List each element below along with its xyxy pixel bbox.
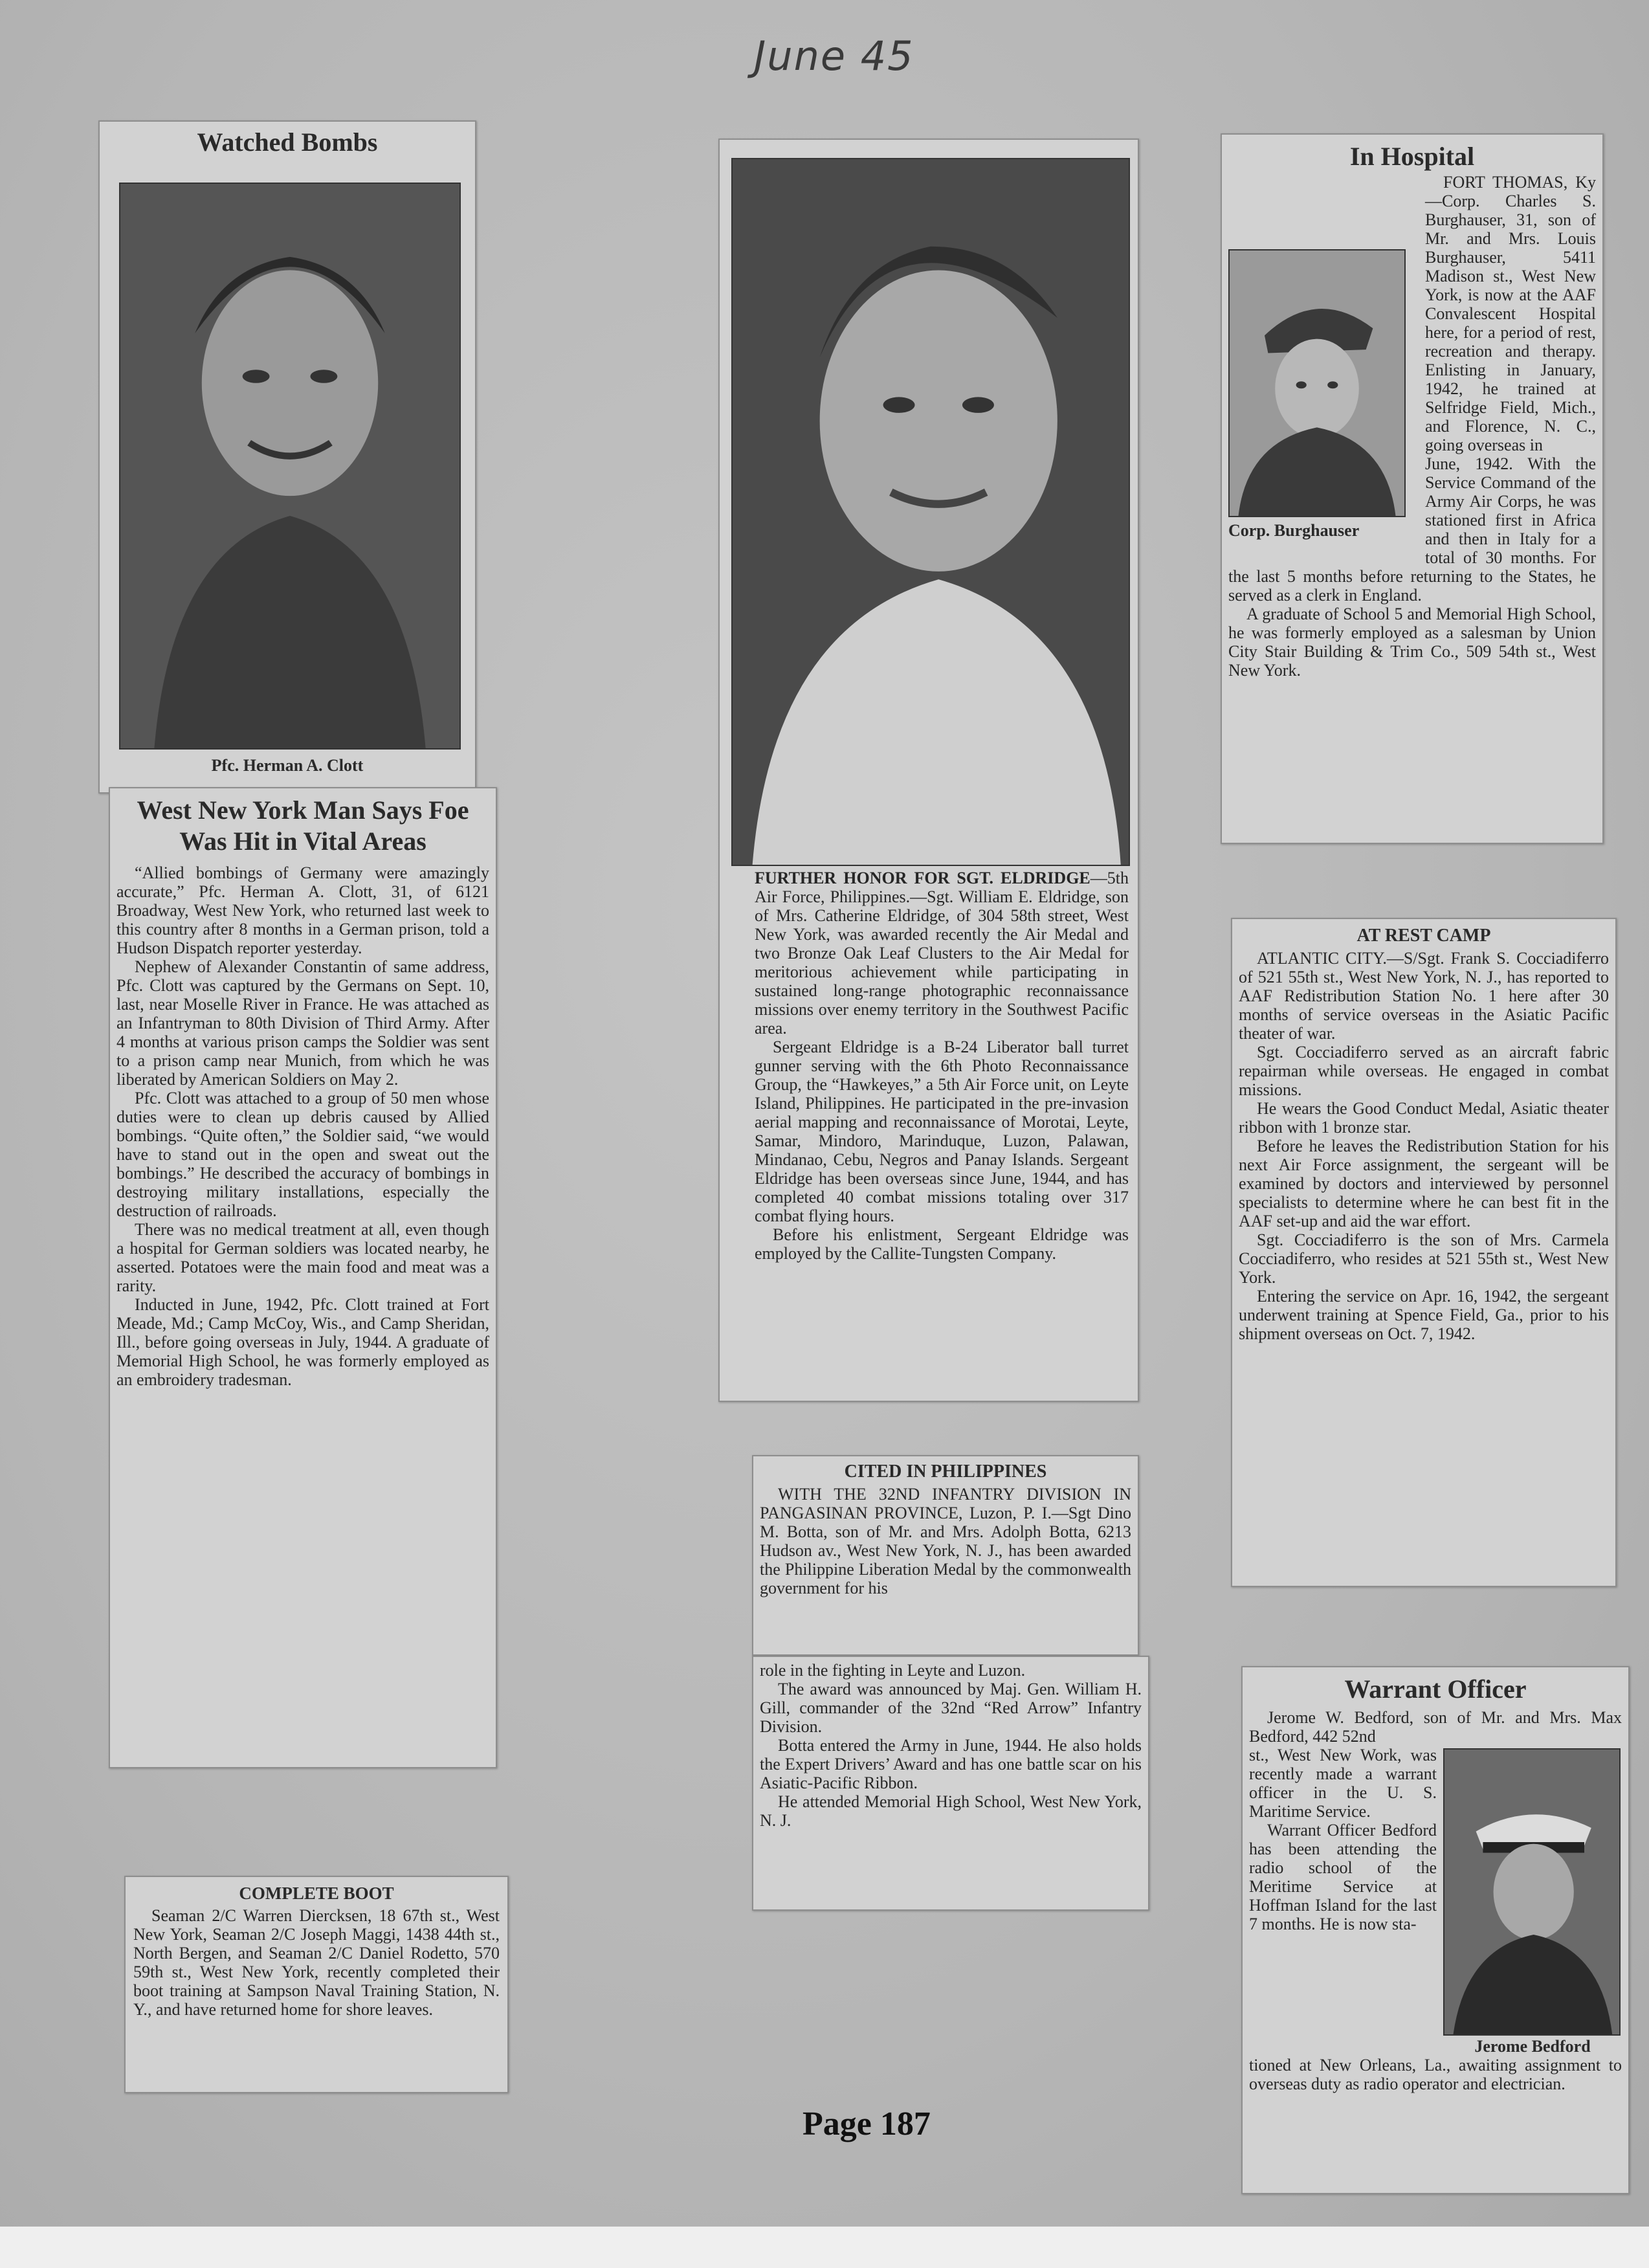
- clott-paragraph: Pfc. Clott was attached to a group of 50 men whose duties were to clean up debris caused by Allied bombings. “Quite often,” the Soldier said, “we would have to stand out in the open and sweat out the bombings.” He described the accuracy of bombings in destroying military installations, especially the destruction of railroads.: [116, 1089, 489, 1220]
- clott-headline: West New York Man Says Foe Was Hit in Vital Areas: [137, 795, 469, 856]
- clott-photo-caption: Pfc. Herman A. Clott: [211, 756, 364, 775]
- eldridge-headline: FURTHER HONOR FOR SGT. ELDRIDGE: [755, 869, 1090, 887]
- warrant-intro: Jerome W. Bedford, son of Mr. and Mrs. Max Bedford, 442 52nd: [1249, 1708, 1622, 1746]
- botta-heading: CITED IN PHILIPPINES: [844, 1462, 1047, 1482]
- rest-camp-clipping: [1231, 918, 1617, 1587]
- boot-paragraph: Seaman 2/C Warren Diercksen, 18 67th st., West New York, Seaman 2/C Joseph Maggi, 1438 44th st., North Bergen, and Seaman 2/C Daniel Rodetto, 570 59th st., West New York, recently completed their boot training at Sampson Naval Training Station, N. Y., and have returned home for shore leaves.: [133, 1906, 500, 2019]
- rest-camp-paragraph: Before he leaves the Redistribution Station for his next Air Force assignment, the sergeant will be examined by doctors and interviewed by personnel specialists to determine where he can best fit in the AAF set-up and aid the war effort.: [1239, 1137, 1609, 1230]
- boot-body: [133, 1906, 500, 2019]
- eldridge-lead-paragraph: [755, 869, 1129, 1038]
- botta-body-top: [760, 1485, 1131, 1597]
- clott-paragraph: There was no medical treatment at all, even though a hospital for German soldiers was located nearby, he asserted. Potatoes were the main food and meat was a rarity.: [116, 1220, 489, 1295]
- rest-camp-paragraph: Sgt. Cocciadiferro served as an aircraft fabric repairman while overseas. He engaged in combat missions.: [1239, 1043, 1609, 1099]
- warrant-closing: tioned at New Orleans, La., awaiting assignment to overseas duty as radio operator and electrician.: [1249, 2056, 1622, 2093]
- warrant-paragraph: st., West New Work, was recently made a warrant officer in the U. S. Maritime Service.: [1249, 1746, 1437, 1821]
- boot-clipping: [124, 1876, 509, 2093]
- burghauser-photo: [1228, 249, 1406, 517]
- clott-photo: [119, 183, 461, 750]
- warrant-photo: [1443, 1748, 1621, 2036]
- rest-camp-body: [1239, 949, 1609, 1343]
- rest-camp-paragraph: Entering the service on Apr. 16, 1942, the sergeant underwent training at Spence Field, Ga., prior to his shipment overseas on Oct. 7, 1942.: [1239, 1287, 1609, 1343]
- eldridge-paragraph: Sergeant Eldridge is a B-24 Liberator ball turret gunner serving with the 6th Photo Reconnaissance Group, the “Hawkeyes,” a 5th Air Force unit, on Leyte Island, Philippines. He participated in the pre-invasion aerial mapping and reconnaissance of Morotai, Leyte, Samar, Mindoro, Marinduque, Luzon, Palawan, Mindanao, Cebu, Negros and Panay Islands. Sergeant Eldridge has been overseas since June, 1944, and has completed 40 combat missions totaling over 317 combat flying hours.: [755, 1038, 1129, 1225]
- page-number: Page 187: [802, 2106, 931, 2142]
- warrant-body: [1249, 1708, 1622, 2093]
- clott-body: [116, 863, 489, 1389]
- botta-clipping-top: [752, 1455, 1139, 1656]
- boot-heading: COMPLETE BOOT: [239, 1884, 394, 1903]
- clott-paragraph: Nephew of Alexander Constantin of same address, Pfc. Clott was captured by the Germans on Sept. 10, last, near Moselle River in France. He was attached as an Infantryman to 80th Division of Third Army. After 4 months at various prison camps the Soldier was sent to a prison camp near Munich, from which he was liberated by American Soldiers on May 2.: [116, 957, 489, 1089]
- botta-paragraph: role in the fighting in Leyte and Luzon.: [760, 1661, 1026, 1680]
- botta-paragraph: Botta entered the Army in June, 1944. He also holds the Expert Drivers’ Award and has one battle scar on his Asiatic-Pacific Ribbon.: [760, 1736, 1142, 1792]
- botta-paragraph: WITH THE 32ND INFANTRY DIVISION IN PANGASINAN PROVINCE, Luzon, P. I.—Sgt Dino M. Botta, son of Mr. and Mrs. Adolph Botta, 6213 Hudson av., West New York, N. J., has been awarded the Philippine Liberation Medal by the commonwealth government for his: [760, 1485, 1131, 1597]
- burghauser-portrait-icon: [1230, 250, 1404, 516]
- rest-camp-heading: AT REST CAMP: [1356, 926, 1491, 946]
- botta-paragraph: He attended Memorial High School, West New York, N. J.: [760, 1792, 1142, 1830]
- botta-clipping-bottom: [752, 1656, 1149, 1911]
- burghauser-photo-block: [1228, 249, 1416, 566]
- bedford-portrait-icon: [1444, 1750, 1619, 2034]
- burghauser-clipping: [1221, 133, 1604, 844]
- eldridge-portrait-icon: [733, 159, 1129, 865]
- burghauser-photo-caption: Corp. Burghauser: [1228, 521, 1360, 540]
- warrant-heading: Warrant Officer: [1344, 1674, 1527, 1704]
- scan-edge: [0, 2227, 1649, 2268]
- clott-article: [109, 787, 497, 1768]
- rest-camp-paragraph: Sgt. Cocciadiferro is the son of Mrs. Carmela Cocciadiferro, who resides at 521 55th st., West New York.: [1239, 1230, 1609, 1287]
- burghauser-heading: In Hospital: [1349, 142, 1475, 171]
- eldridge-lead: —5th Air Force, Philippines.—Sgt. William E. Eldridge, son of Mrs. Catherine Eldridge, of 304 58th street, West New York, was awarded recently the Air Medal and two Bronze Oak Leaf Clusters to the Air Medal for meritorious achievement while participating in sustained long-range photographic reconnaissance missions over enemy territory in the Southwest Pacific area.: [755, 869, 1129, 1038]
- eldridge-photo: [731, 158, 1130, 866]
- warrant-photo-block: [1443, 1748, 1622, 2056]
- clott-portrait-icon: [120, 184, 459, 748]
- handwritten-date: June 45: [754, 32, 914, 80]
- burghauser-paragraph: June, 1942. With the Service Command of the Army Air Corps, he was stationed first in Africa and then in Italy for a total of 30 months. For the last 5 months before returning to the States, he served as a clerk in England.: [1228, 454, 1596, 605]
- botta-body-bottom: [760, 1661, 1142, 1830]
- eldridge-paragraph: Before his enlistment, Sergeant Eldridge was employed by the Callite-Tungsten Company.: [755, 1225, 1129, 1263]
- botta-paragraph: The award was announced by Maj. Gen. William H. Gill, commander of the 32nd “Red Arrow” Infantry Division.: [760, 1680, 1142, 1736]
- clott-clipping-top: [98, 120, 476, 794]
- warrant-paragraph: Warrant Officer Bedford has been attending the radio school of the Meritime Service at Hoffman Island for the last 7 months. He is now sta-: [1249, 1821, 1437, 1933]
- clott-heading: Watched Bombs: [197, 128, 378, 157]
- clott-paragraph: Inducted in June, 1942, Pfc. Clott trained at Fort Meade, Md.; Camp McCoy, Wis., and Camp Sheridan, Ill., before going overseas in July, 1944. A graduate of Memorial High School, he was formerly employed as an embroidery tradesman.: [116, 1295, 489, 1389]
- eldridge-body: [755, 869, 1129, 1263]
- clott-paragraph: “Allied bombings of Germany were amazingly accurate,” Pfc. Herman A. Clott, 31, of 6121 Broadway, West New York, who returned last week to this country after 8 months in a German prison, told a Hudson Dispatch reporter yesterday.: [116, 863, 489, 957]
- burghauser-intro: FORT THOMAS, Ky—Corp. Charles S. Burghauser, 31, son of Mr. and Mrs. Louis Burghauser, 5411 Madison st., West New York, is now at the AAF Convalescent Hospital here, for a period of rest, recreation and therapy. Enlisting in January, 1942, he trained at Selfridge Field, Mich., and Florence, N. C., going overseas in: [1425, 173, 1596, 454]
- eldridge-clipping: [718, 139, 1139, 1402]
- burghauser-paragraph: A graduate of School 5 and Memorial High School, he was formerly employed as a salesman by Union City Stair Building & Trim Co., 509 54th st., West New York.: [1228, 605, 1596, 680]
- rest-camp-paragraph: He wears the Good Conduct Medal, Asiatic theater ribbon with 1 bronze star.: [1239, 1099, 1609, 1137]
- rest-camp-paragraph: ATLANTIC CITY.—S/Sgt. Frank S. Cocciadiferro of 521 55th st., West New York, N. J., has reported to AAF Redistribution Station No. 1 here after 30 months of service overseas in the Asiatic Pacific theater of war.: [1239, 949, 1609, 1043]
- warrant-clipping: [1241, 1666, 1630, 2194]
- warrant-photo-caption: Jerome Bedford: [1474, 2037, 1591, 2056]
